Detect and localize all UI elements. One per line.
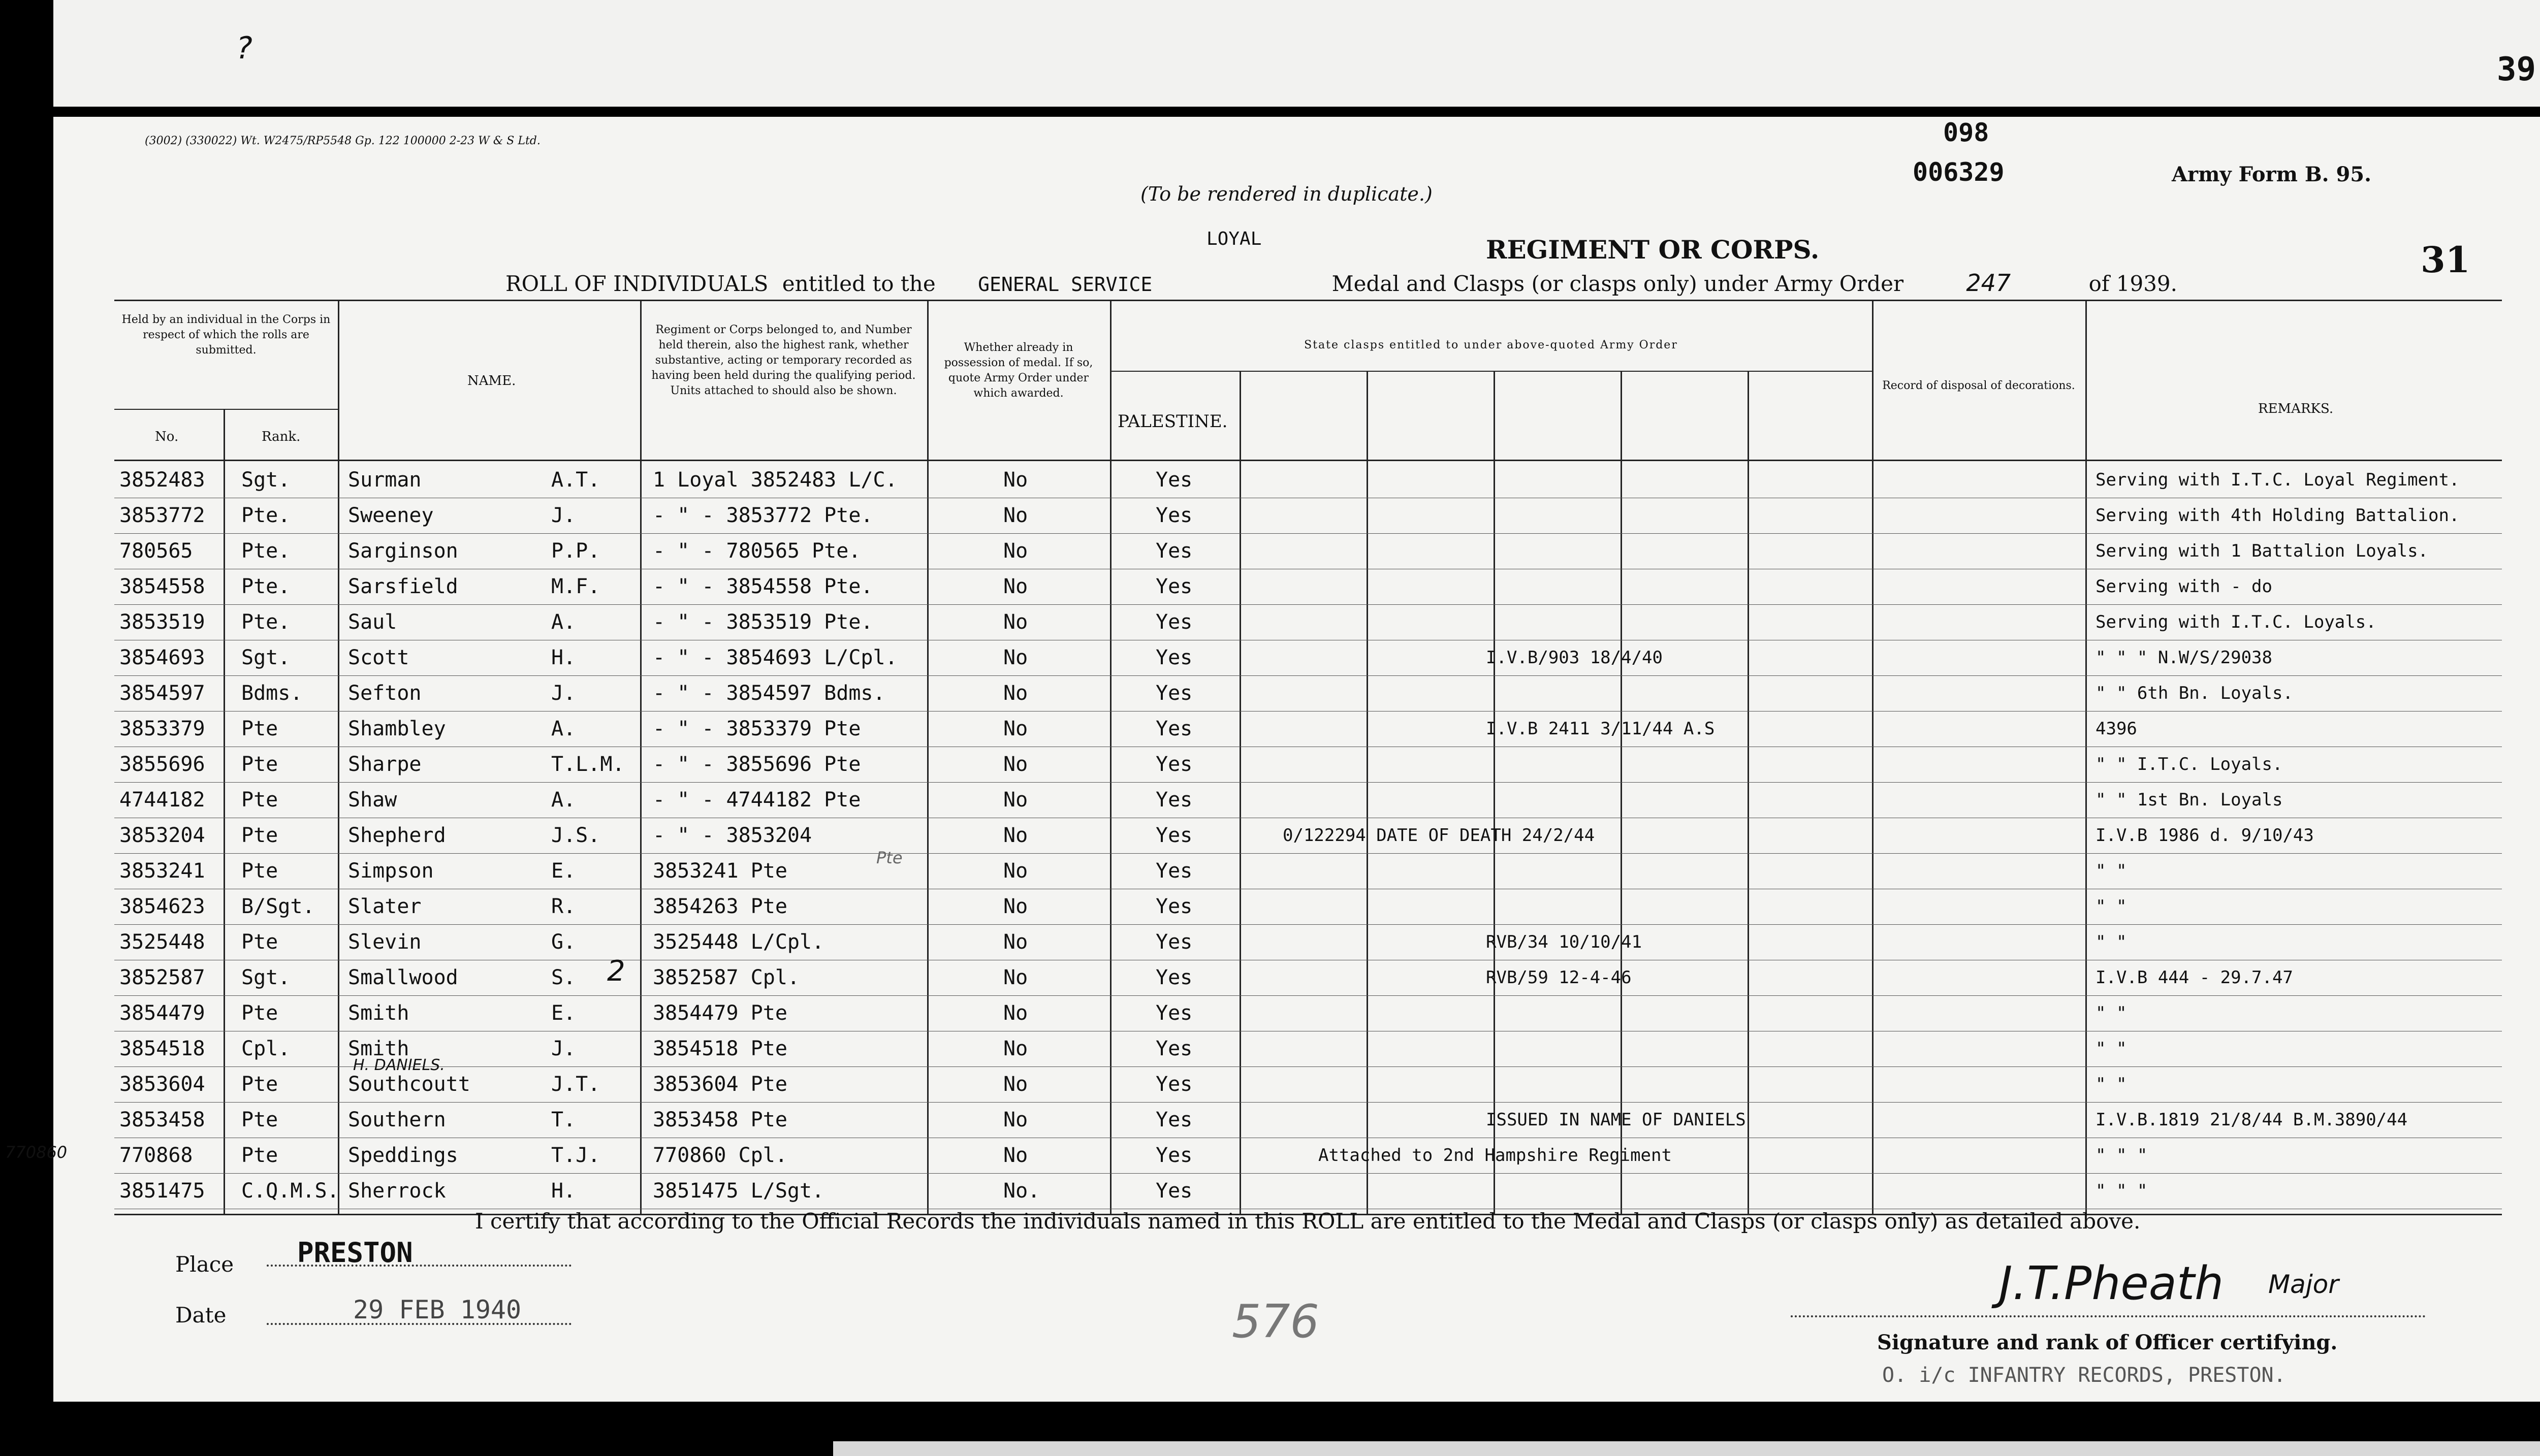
cell-rank: Sgt. bbox=[241, 646, 291, 669]
place-line bbox=[267, 1265, 572, 1267]
cell-possession: No bbox=[1003, 753, 1028, 776]
cell-rank: Pte bbox=[241, 1073, 278, 1096]
medal-name: GENERAL SERVICE bbox=[978, 273, 1153, 296]
cell-possession: No bbox=[1003, 930, 1028, 954]
cell-palestine: Yes bbox=[1156, 1001, 1193, 1025]
cell-no: 3851475 bbox=[119, 1179, 205, 1203]
cell-surname: Smallwood bbox=[348, 966, 458, 989]
cell-rank: Pte. bbox=[241, 610, 291, 634]
cell-no: 3854558 bbox=[119, 575, 205, 598]
cell-regiment: - " - 3854693 L/Cpl. bbox=[653, 646, 898, 669]
cell-disposal: 0/122294 DATE OF DEATH 24/2/44 bbox=[1283, 825, 1595, 846]
medal-suffix: Medal and Clasps (or clasps only) under Army Order bbox=[1331, 271, 1904, 296]
form-name: Army Form B. 95. bbox=[2172, 163, 2372, 186]
cell-remarks: I.V.B.1819 21/8/44 B.M.3890/44 bbox=[2096, 1110, 2408, 1130]
cell-rank: Pte. bbox=[241, 575, 291, 598]
duplicate-note: (To be rendered in duplicate.) bbox=[1140, 183, 1433, 205]
cell-possession: No bbox=[1003, 1001, 1028, 1025]
table-top-border bbox=[114, 300, 2502, 301]
col-divider-no-rank bbox=[224, 409, 225, 1214]
annotation-daniels: H. DANIELS. bbox=[353, 1056, 445, 1074]
col-divider-4 bbox=[1110, 300, 1112, 1214]
serial-number: 006329 bbox=[1913, 157, 2005, 187]
cell-initials: R. bbox=[551, 895, 576, 918]
cell-no: 3852587 bbox=[119, 966, 205, 989]
cell-remarks: " " " bbox=[2096, 1181, 2148, 1201]
signature-label: Signature and rank of Officer certifying. bbox=[1877, 1331, 2338, 1354]
date-label: Date bbox=[175, 1303, 227, 1328]
cell-remarks: " " I.T.C. Loyals. bbox=[2096, 754, 2283, 774]
cell-palestine: Yes bbox=[1156, 717, 1193, 740]
cell-no: 3853241 bbox=[119, 859, 205, 883]
row-rule bbox=[114, 853, 2502, 854]
cell-rank: Pte bbox=[241, 1001, 278, 1025]
header-regiment: Regiment or Corps belonged to, and Number held therein, also the highest rank, whether substantive, acting or temporary recorded as having been held during the qualifying period. Units attached to should also be shown. bbox=[651, 323, 916, 397]
cell-possession: No bbox=[1003, 1108, 1028, 1131]
cell-disposal: RVB/59 12-4-46 bbox=[1486, 967, 1632, 988]
cell-initials: G. bbox=[551, 930, 576, 954]
cell-palestine: Yes bbox=[1156, 468, 1193, 492]
cell-rank: Cpl. bbox=[241, 1037, 291, 1060]
cell-surname: Slater bbox=[348, 895, 422, 918]
cell-rank: Pte bbox=[241, 859, 278, 883]
row-rule bbox=[114, 1173, 2502, 1174]
cell-disposal: Attached to 2nd Hampshire Regiment bbox=[1318, 1145, 1672, 1166]
cell-remarks: I.V.B 1986 d. 9/10/43 bbox=[2096, 825, 2314, 846]
cell-remarks: " " bbox=[2096, 932, 2127, 952]
roll-prefix: ROLL OF INDIVIDUALS bbox=[505, 271, 769, 296]
cell-regiment: - " - 3853379 Pte bbox=[653, 717, 861, 740]
cell-initials: J.T. bbox=[551, 1073, 600, 1096]
page-mark: 39 bbox=[2497, 51, 2536, 88]
cell-remarks: Serving with - do bbox=[2096, 576, 2272, 597]
cell-surname: Slevin bbox=[348, 930, 422, 954]
cell-possession: No bbox=[1003, 788, 1028, 812]
cell-surname: Simpson bbox=[348, 859, 434, 883]
col-divider-9 bbox=[1748, 371, 1749, 1214]
cell-remarks: Serving with I.T.C. Loyal Regiment. bbox=[2096, 470, 2460, 490]
cell-possession: No bbox=[1003, 1037, 1028, 1060]
cell-initials: A. bbox=[551, 610, 576, 634]
cell-palestine: Yes bbox=[1156, 895, 1193, 918]
roll-title bbox=[505, 269, 2177, 297]
cell-regiment: - " - 3855696 Pte bbox=[653, 753, 861, 776]
cell-initials: A. bbox=[551, 788, 576, 812]
cell-palestine: Yes bbox=[1156, 504, 1193, 527]
cell-surname: Shaw bbox=[348, 788, 397, 812]
cell-remarks: Serving with I.T.C. Loyals. bbox=[2096, 612, 2376, 632]
header-rank: Rank. bbox=[262, 429, 301, 444]
cell-initials: H. bbox=[551, 1179, 576, 1203]
cell-palestine: Yes bbox=[1156, 859, 1193, 883]
cell-surname: Southcoutt bbox=[348, 1073, 470, 1096]
cell-disposal: ISSUED IN NAME OF DANIELS bbox=[1486, 1110, 1746, 1130]
cell-possession: No bbox=[1003, 966, 1028, 989]
header-bottom-border bbox=[114, 460, 2502, 461]
cell-initials: H. bbox=[551, 646, 576, 669]
cell-rank: Pte bbox=[241, 930, 278, 954]
cell-possession: No bbox=[1003, 717, 1028, 740]
col-divider-11 bbox=[2085, 300, 2087, 1214]
cell-no: 3853379 bbox=[119, 717, 205, 740]
header-held-by: Held by an individual in the Corps in respect of which the rolls are submitted. bbox=[121, 313, 331, 357]
handwritten-question-mark: ? bbox=[236, 30, 252, 66]
row-rule bbox=[114, 995, 2502, 996]
cell-regiment: 3853458 Pte bbox=[653, 1108, 787, 1131]
cell-possession: No bbox=[1003, 646, 1028, 669]
cell-rank: Bdms. bbox=[241, 682, 303, 705]
cell-rank: Pte bbox=[241, 1108, 278, 1131]
col-divider-10 bbox=[1872, 300, 1874, 1214]
page-number: 31 bbox=[2421, 239, 2470, 281]
cell-regiment: 3854263 Pte bbox=[653, 895, 787, 918]
cell-initials: T.L.M. bbox=[551, 753, 625, 776]
header-palestine: PALESTINE. bbox=[1118, 411, 1228, 432]
order-year: of 1939. bbox=[2088, 271, 2177, 296]
cell-possession: No bbox=[1003, 610, 1028, 634]
cell-disposal: I.V.B/903 18/4/40 bbox=[1486, 648, 1663, 668]
cell-possession: No bbox=[1003, 504, 1028, 527]
header-disposal: Record of disposal of decorations. bbox=[1882, 379, 2075, 392]
cell-initials: J.S. bbox=[551, 824, 600, 847]
cell-remarks: Serving with 1 Battalion Loyals. bbox=[2096, 541, 2429, 561]
col-divider-8 bbox=[1621, 371, 1622, 1214]
cell-rank: Pte bbox=[241, 717, 278, 740]
cell-no: 3854693 bbox=[119, 646, 205, 669]
cell-remarks: " " " bbox=[2096, 1145, 2148, 1166]
cell-palestine: Yes bbox=[1156, 1073, 1193, 1096]
cell-initials: A.T. bbox=[551, 468, 600, 492]
cell-surname: Saul bbox=[348, 610, 397, 634]
cell-regiment: 3852587 Cpl. bbox=[653, 966, 800, 989]
cell-rank: Pte. bbox=[241, 504, 291, 527]
cell-disposal: RVB/34 10/10/41 bbox=[1486, 932, 1642, 952]
cell-regiment: - " - 4744182 Pte bbox=[653, 788, 861, 812]
cell-no: 3854623 bbox=[119, 895, 205, 918]
bottom-sheet-edge bbox=[833, 1441, 2540, 1456]
cell-palestine: Yes bbox=[1156, 1108, 1193, 1131]
row-rule bbox=[114, 1066, 2502, 1067]
row-rule bbox=[114, 924, 2502, 925]
date-line bbox=[267, 1323, 572, 1325]
cell-no: 3853604 bbox=[119, 1073, 205, 1096]
held-by-divider bbox=[114, 409, 338, 410]
cell-palestine: Yes bbox=[1156, 930, 1193, 954]
cell-rank: Pte. bbox=[241, 539, 291, 563]
date-value: 29 FEB 1940 bbox=[353, 1295, 522, 1324]
cell-remarks: " " 1st Bn. Loyals bbox=[2096, 790, 2283, 810]
cell-no: 3853519 bbox=[119, 610, 205, 634]
cell-palestine: Yes bbox=[1156, 610, 1193, 634]
cell-palestine: Yes bbox=[1156, 753, 1193, 776]
cell-palestine: Yes bbox=[1156, 1144, 1193, 1167]
cell-no: 3852483 bbox=[119, 468, 205, 492]
cell-possession: No bbox=[1003, 824, 1028, 847]
cell-regiment: 3854479 Pte bbox=[653, 1001, 787, 1025]
cell-possession: No bbox=[1003, 468, 1028, 492]
cell-surname: Sharpe bbox=[348, 753, 422, 776]
header-clasps: State clasps entitled to under above-quoted Army Order bbox=[1304, 339, 1678, 351]
serial-top: 098 bbox=[1943, 118, 1989, 147]
col-divider-2 bbox=[640, 300, 642, 1214]
cell-initials: E. bbox=[551, 1001, 576, 1025]
cell-no: 4744182 bbox=[119, 788, 205, 812]
place-value: PRESTON bbox=[297, 1237, 413, 1269]
col-divider-1 bbox=[338, 300, 339, 1214]
certification-text: I certify that according to the Official Records the individuals named in this ROLL are entitled to the Medal and Clasps (or clasps only) as detailed above. bbox=[475, 1209, 2141, 1234]
cell-regiment: 3525448 L/Cpl. bbox=[653, 930, 824, 954]
regiment-name: LOYAL bbox=[1206, 229, 1262, 249]
cell-palestine: Yes bbox=[1156, 966, 1193, 989]
cell-rank: Pte bbox=[241, 788, 278, 812]
cell-surname: Sarsfield bbox=[348, 575, 458, 598]
header-possession: Whether already in possession of medal. If so, quote Army Order under which awarded. bbox=[944, 341, 1093, 400]
cell-remarks: " " " N.W/S/29038 bbox=[2096, 648, 2272, 668]
cell-surname: Sweeney bbox=[348, 504, 434, 527]
cell-initials: A. bbox=[551, 717, 576, 740]
signature-line bbox=[1791, 1315, 2426, 1317]
cell-no: 3853772 bbox=[119, 504, 205, 527]
cell-possession: No bbox=[1003, 859, 1028, 883]
cell-regiment: - " - 3853772 Pte. bbox=[653, 504, 873, 527]
cell-no: 3855696 bbox=[119, 753, 205, 776]
cell-no: 3525448 bbox=[119, 930, 205, 954]
officer-stamp: O. i/c INFANTRY RECORDS, PRESTON. bbox=[1882, 1364, 2286, 1387]
cell-remarks: " " bbox=[2096, 1039, 2127, 1059]
cell-possession: No bbox=[1003, 539, 1028, 563]
cell-remarks: I.V.B 444 - 29.7.47 bbox=[2096, 967, 2293, 988]
cell-surname: Shepherd bbox=[348, 824, 446, 847]
annotation-mid-number: 576 bbox=[1232, 1295, 1319, 1348]
cell-disposal: I.V.B 2411 3/11/44 A.S bbox=[1486, 719, 1715, 739]
cell-regiment: 770860 Cpl. bbox=[653, 1144, 787, 1167]
row-rule bbox=[114, 604, 2502, 605]
cell-no: 780565 bbox=[119, 539, 193, 563]
order-number: 247 bbox=[1966, 269, 2011, 297]
roll-table bbox=[114, 300, 2502, 1224]
cell-surname: Speddings bbox=[348, 1144, 458, 1167]
cell-palestine: Yes bbox=[1156, 1037, 1193, 1060]
cell-regiment: - " - 3854558 Pte. bbox=[653, 575, 873, 598]
row-rule bbox=[114, 782, 2502, 783]
col-divider-5 bbox=[1240, 371, 1241, 1214]
cell-initials: P.P. bbox=[551, 539, 600, 563]
cell-no: 3853204 bbox=[119, 824, 205, 847]
cell-no: 3854518 bbox=[119, 1037, 205, 1060]
col-divider-3 bbox=[927, 300, 929, 1214]
col-divider-6 bbox=[1367, 371, 1368, 1214]
top-sheet bbox=[53, 0, 2540, 107]
cell-surname: Sarginson bbox=[348, 539, 458, 563]
cell-initials: J. bbox=[551, 504, 576, 527]
document-page bbox=[5, 117, 2540, 1402]
annotation-smallwood-mark: 2 bbox=[607, 955, 625, 988]
cell-remarks: " " bbox=[2096, 1074, 2127, 1094]
cell-palestine: Yes bbox=[1156, 646, 1193, 669]
place-label: Place bbox=[175, 1252, 234, 1277]
cell-initials: T. bbox=[551, 1108, 576, 1131]
cell-surname: Southern bbox=[348, 1108, 446, 1131]
cell-surname: Smith bbox=[348, 1037, 409, 1060]
cell-palestine: Yes bbox=[1156, 824, 1193, 847]
cell-surname: Scott bbox=[348, 646, 409, 669]
cell-palestine: Yes bbox=[1156, 682, 1193, 705]
clasps-divider bbox=[1110, 371, 1872, 372]
cell-regiment: 1 Loyal 3852483 L/C. bbox=[653, 468, 898, 492]
cell-regiment: 3853241 Pte bbox=[653, 859, 787, 883]
cell-regiment: - " - 780565 Pte. bbox=[653, 539, 861, 563]
annotation-margin-number: 770860 bbox=[5, 1143, 68, 1162]
cell-no: 3854479 bbox=[119, 1001, 205, 1025]
cell-initials: T.J. bbox=[551, 1144, 600, 1167]
cell-remarks: Serving with 4th Holding Battalion. bbox=[2096, 505, 2460, 526]
cell-initials: E. bbox=[551, 859, 576, 883]
cell-surname: Shambley bbox=[348, 717, 446, 740]
row-rule bbox=[114, 1102, 2502, 1103]
row-rule bbox=[114, 533, 2502, 534]
cell-possession: No bbox=[1003, 895, 1028, 918]
col-divider-7 bbox=[1494, 371, 1495, 1214]
cell-no: 770868 bbox=[119, 1144, 193, 1167]
cell-palestine: Yes bbox=[1156, 575, 1193, 598]
cell-rank: Pte bbox=[241, 824, 278, 847]
cell-regiment: 3851475 L/Sgt. bbox=[653, 1179, 824, 1203]
roll-entitled: entitled to the bbox=[782, 271, 936, 296]
regiment-label: REGIMENT OR CORPS. bbox=[1486, 235, 1820, 265]
officer-signature: J.T.Pheath bbox=[1999, 1257, 2224, 1310]
header-no: No. bbox=[155, 429, 179, 444]
cell-possession: No. bbox=[1003, 1179, 1040, 1203]
cell-rank: Sgt. bbox=[241, 468, 291, 492]
cell-rank: C.Q.M.S. bbox=[241, 1179, 339, 1203]
cell-initials: S. bbox=[551, 966, 576, 989]
cell-surname: Sherrock bbox=[348, 1179, 446, 1203]
cell-palestine: Yes bbox=[1156, 539, 1193, 563]
cell-possession: No bbox=[1003, 575, 1028, 598]
cell-palestine: Yes bbox=[1156, 788, 1193, 812]
cell-initials: J. bbox=[551, 682, 576, 705]
header-name: NAME. bbox=[467, 373, 516, 389]
cell-rank: Sgt. bbox=[241, 966, 291, 989]
cell-possession: No bbox=[1003, 682, 1028, 705]
cell-remarks: " " 6th Bn. Loyals. bbox=[2096, 683, 2293, 703]
cell-surname: Smith bbox=[348, 1001, 409, 1025]
cell-rank: Pte bbox=[241, 1144, 278, 1167]
cell-no: 3853458 bbox=[119, 1108, 205, 1131]
cell-regiment: 3854518 Pte bbox=[653, 1037, 787, 1060]
cell-remarks: " " bbox=[2096, 896, 2127, 917]
cell-initials: J. bbox=[551, 1037, 576, 1060]
cell-remarks: " " bbox=[2096, 1003, 2127, 1023]
cell-regiment: - " - 3853519 Pte. bbox=[653, 610, 873, 634]
cell-remarks: 4396 bbox=[2096, 719, 2137, 739]
cell-remarks: " " bbox=[2096, 861, 2127, 881]
cell-regiment: 3853604 Pte bbox=[653, 1073, 787, 1096]
cell-rank: Pte bbox=[241, 753, 278, 776]
cell-surname: Surman bbox=[348, 468, 422, 492]
cell-regiment: - " - 3854597 Bdms. bbox=[653, 682, 885, 705]
cell-regiment: - " - 3853204 bbox=[653, 824, 812, 847]
print-reference: (3002) (330022) Wt. W2475/RP5548 Gp. 122 100000 2-23 W & S Ltd. bbox=[145, 135, 541, 147]
cell-surname: Sefton bbox=[348, 682, 422, 705]
cell-possession: No bbox=[1003, 1144, 1028, 1167]
row-rule bbox=[114, 675, 2502, 676]
cell-initials: M.F. bbox=[551, 575, 600, 598]
header-remarks: REMARKS. bbox=[2258, 401, 2334, 416]
cell-rank: B/Sgt. bbox=[241, 895, 315, 918]
cell-possession: No bbox=[1003, 1073, 1028, 1096]
annotation-pte: Pte bbox=[876, 848, 903, 867]
cell-palestine: Yes bbox=[1156, 1179, 1193, 1203]
cell-no: 3854597 bbox=[119, 682, 205, 705]
officer-rank: Major bbox=[2268, 1270, 2339, 1299]
